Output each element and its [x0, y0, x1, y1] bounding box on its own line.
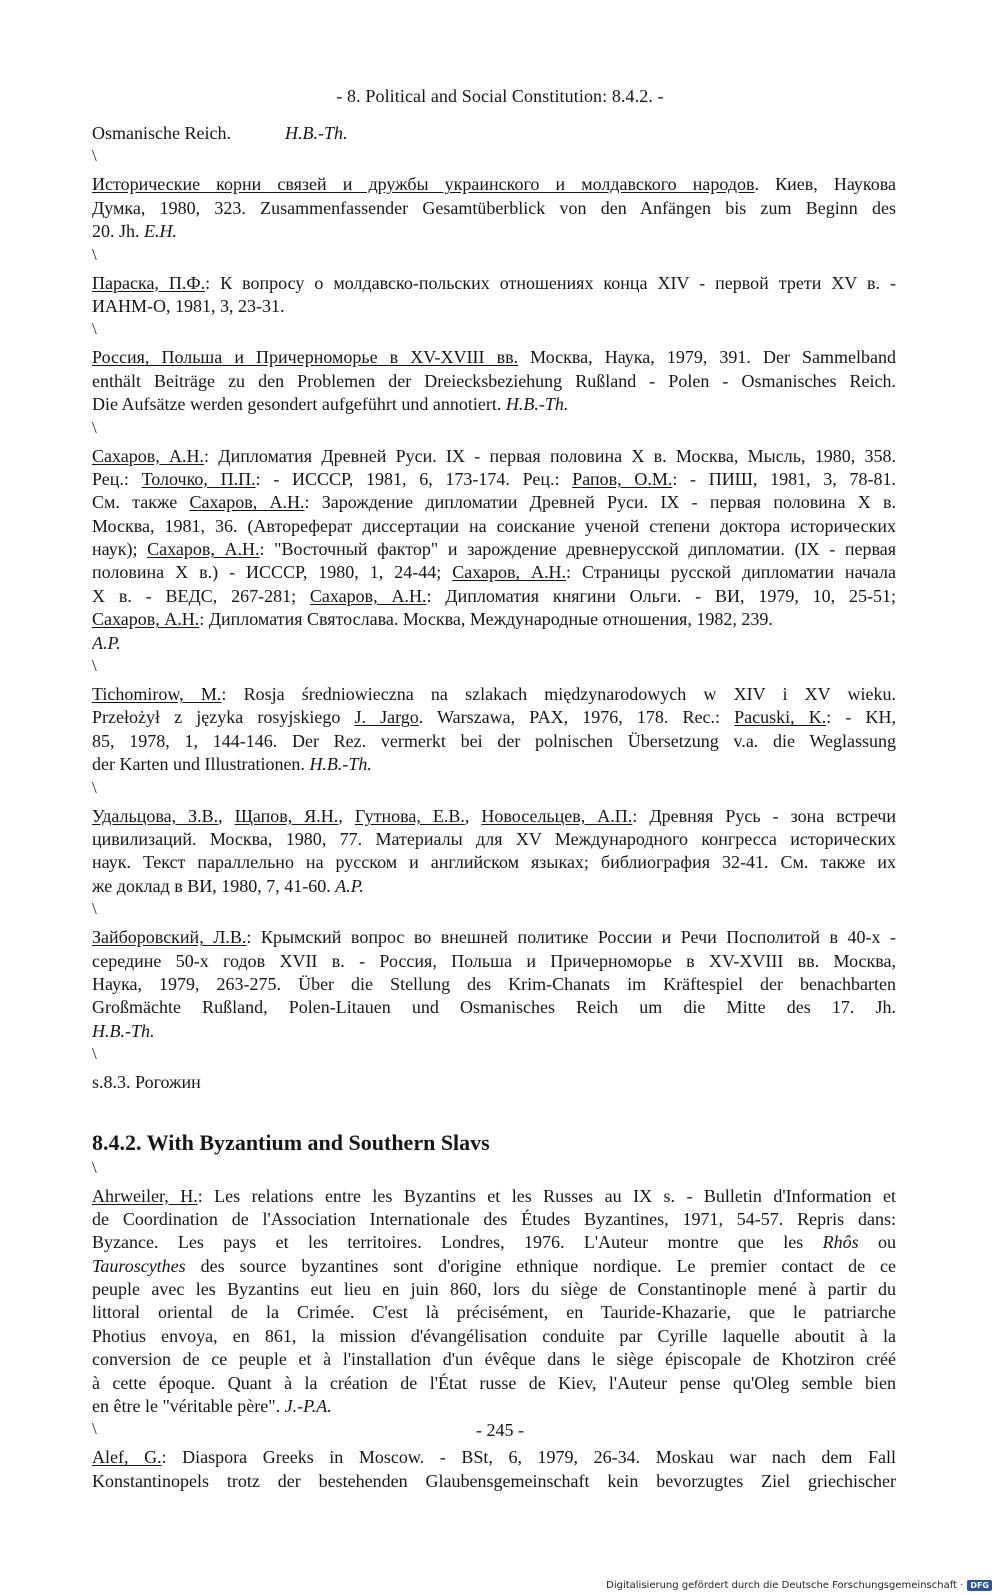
- entry-text: ,: [218, 805, 235, 826]
- credit-text: Digitalisierung gefördert durch die Deutsche Forschungsgemeinschaft ·: [606, 1580, 964, 1591]
- entry-separator: \: [92, 244, 97, 264]
- entry-text: 20. Jh.: [92, 221, 145, 242]
- entry-line: [92, 370, 896, 393]
- entry-text: : Diaspora Greeks in Moscow. - BSt, 6, 1979, 26-34. Moskau war nach dem Fall: [161, 1447, 896, 1468]
- entry-line: [92, 1372, 896, 1395]
- entry-line: [92, 585, 896, 608]
- bibliography-entry: [92, 1185, 896, 1419]
- entry-line: [92, 730, 896, 753]
- author-name: Сахаров, А.Н.: [147, 539, 260, 560]
- entry-text: ,: [338, 805, 355, 826]
- author-name: Щапов, Я.Н.: [234, 805, 339, 826]
- entry-line: [92, 608, 896, 631]
- author-name: Сахаров, А.Н.: [309, 585, 427, 606]
- entry-text: : Крымский вопрос во внешней политике России и Речи Посполитой в 40-х -: [246, 927, 896, 948]
- entry-text: Großmächte Rußland, Polen-Litauen und Osmanisches Reich um die Mitte des 17. Jh.: [92, 997, 896, 1018]
- annotator-initials: E.H.: [144, 221, 178, 242]
- entry-text: X в. - ВЕДС, 267-281;: [92, 585, 310, 606]
- entry-line: [92, 173, 896, 196]
- entry-line: [92, 346, 896, 369]
- entry-text: Przełożył z języka rosyjskiego: [92, 707, 355, 728]
- running-head: - 8. Political and Social Constitution: 8.4.2. -: [336, 86, 664, 106]
- entry-line: [92, 996, 896, 1019]
- entry-text: цивилизаций. Москва, 1980, 77. Материалы для XV Международного конгресса исторических: [92, 828, 896, 849]
- bibliography-entry: [92, 272, 896, 319]
- entry-line: [92, 1395, 896, 1418]
- entry-line: [92, 753, 896, 776]
- entry-line: [92, 1020, 896, 1043]
- section-spacer: [92, 1095, 896, 1125]
- entry-text: Думка, 1980, 323. Zusammenfassender Gesamtüberblick von den Anfängen bis zum Beginn des: [92, 197, 896, 218]
- author-name: Рапов, О.М.: [572, 468, 673, 489]
- entry-text: 85, 1978, 1, 144-146. Der Rez. vermerkt bei der polnischen Übersetzung v.a. die Weglassung: [92, 730, 896, 751]
- entry-separator: \: [92, 899, 97, 919]
- entry-line: [92, 1208, 896, 1231]
- entry-line: [92, 926, 896, 949]
- bibliography-entry: [92, 1446, 896, 1493]
- entry-line: [92, 875, 896, 898]
- author-name: Новосельцев, А.П.: [481, 805, 633, 826]
- entry-separator: \: [92, 417, 97, 437]
- annotator-initials: Rhôs: [822, 1232, 859, 1253]
- section-heading: 8.4.2. With Byzantium and Southern Slavs: [92, 1129, 490, 1155]
- entry-line: [92, 973, 896, 996]
- entry-line: [92, 632, 896, 655]
- entry-line: [92, 1348, 896, 1371]
- entry-line: [92, 1231, 896, 1254]
- entry-text: Наука, 1979, 263-275. Über die Stellung des Krim-Chanats im Kräftespiel der benachbarten: [92, 973, 896, 994]
- entry-separator: \: [92, 146, 97, 166]
- bibliography-entry: [92, 1071, 896, 1094]
- annotator-initials: H.B.-Th.: [505, 394, 569, 415]
- entry-text: . Warszawa, PAX, 1976, 178. Rec.:: [418, 707, 735, 728]
- bibliography-entry: [92, 346, 896, 416]
- bibliography-entry: [92, 683, 896, 777]
- entry-line: [92, 393, 896, 416]
- entry-separator: \: [92, 777, 97, 797]
- entry-text: : Страницы русской дипломатии начала: [565, 562, 896, 583]
- entry-line: [92, 1071, 896, 1094]
- entry-text: littoral oriental de la Crimée. C'est là précisément, en Tauride-Khazarie, que le patriarche: [92, 1302, 896, 1323]
- entry-line: [92, 683, 896, 706]
- entry-text: s.8.3. Рогожин: [92, 1072, 201, 1093]
- entry-text: de Coordination de l'Association Internationale des Études Byzantines, 1971, 54-57. Repris dans:: [92, 1208, 896, 1229]
- author-name: Россия, Польша и Причерноморье в XV-XVIII вв.: [92, 347, 519, 368]
- author-name: J. Jargo: [354, 707, 419, 728]
- entry-text: Рец.:: [92, 468, 142, 489]
- entry-line: [92, 295, 896, 318]
- entry-text: : Дипломатия Древней Руси. IX - первая половина X в. Москва, Мысль, 1980, 358.: [204, 445, 896, 466]
- entry-text: peuple avec les Byzantins eut lieu en juin 860, lors du siège de Constantinople mené à partir du: [92, 1279, 896, 1300]
- entry-separator: \: [92, 1157, 97, 1177]
- entry-separator: \: [92, 1419, 97, 1439]
- entry-text: ou: [858, 1232, 896, 1253]
- author-name: Сахаров, А.Н.: [92, 445, 205, 466]
- entry-text: Photius envoya, en 861, la mission d'évangélisation conduite par Cyrille laquelle aboutit à la: [92, 1325, 896, 1346]
- entry-text: : Rosja średniowieczna na szlakach międzynarodowych w XIV i XV wieku.: [221, 684, 896, 705]
- entry-line: [92, 197, 896, 220]
- entry-line: [92, 805, 896, 828]
- digitization-credit: [606, 1580, 992, 1591]
- entry-text: : Зарождение дипломатии Древней Руси. IX - первая половина X в.: [304, 492, 896, 513]
- entry-line: [92, 538, 896, 561]
- entry-line: [92, 1325, 896, 1348]
- entry-text: : - KH,: [826, 707, 896, 728]
- author-name: Исторические корни связей и дружбы украинского и молдавского народов: [92, 174, 755, 195]
- entry-line: [92, 491, 896, 514]
- entry-line: [92, 1446, 896, 1469]
- author-name: Сахаров, А.Н.: [189, 492, 305, 513]
- author-name: Alef, G.: [92, 1447, 162, 1468]
- entry-text: [231, 123, 285, 143]
- annotator-initials: H.B.-Th.: [284, 123, 348, 143]
- entry-text: наук. Текст параллельно на русском и английском языках; библиография 32-41. См. также их: [92, 852, 896, 873]
- entry-text: Москва, 1981, 36. (Автореферат диссертации на соискание ученой степени доктора исторических: [92, 515, 896, 536]
- entry-text: Москва, Наука, 1979, 391. Der Sammelband: [518, 347, 896, 368]
- entry-text: des source byzantines sont d'origine ethnique nordique. Le premier contact de ce: [185, 1255, 896, 1276]
- entry-text: Osmanische Reich.: [92, 123, 231, 143]
- author-name: Сахаров, А.Н.: [452, 562, 566, 583]
- entry-line: [92, 1255, 896, 1278]
- entry-line: [92, 122, 896, 145]
- annotator-initials: A.P.: [335, 875, 364, 896]
- entry-line: [92, 851, 896, 874]
- entry-text: Konstantinopels trotz der bestehenden Glaubensgemeinschaft kein bevorzugtes Ziel griechischer: [92, 1470, 896, 1491]
- entry-text: à cette époque. Quant à la création de l'État russe de Kiev, l'Auteur pense qu'Oleg semble bien: [92, 1372, 896, 1393]
- entry-line: [92, 515, 896, 538]
- entry-line: [92, 1185, 896, 1208]
- entry-text: половина X в.) - ИССCР, 1980, 1, 24-44;: [92, 562, 453, 583]
- bibliography-entry: [92, 805, 896, 899]
- entry-text: Byzance. Les pays et les territoires. Londres, 1976. L'Auteur montre que les: [92, 1232, 823, 1253]
- entry-line: [92, 468, 896, 491]
- bibliography-entry: [92, 122, 896, 145]
- bibliography-entry: [92, 926, 896, 1043]
- entry-text: : Древняя Русь - зона встречи: [632, 805, 896, 826]
- author-name: Ahrweiler, H.: [92, 1185, 198, 1206]
- entry-line: [92, 828, 896, 851]
- annotator-initials: H.B.-Th.: [92, 1020, 155, 1041]
- entry-line: [92, 1278, 896, 1301]
- entry-text: Die Aufsätze werden gesondert aufgeführt und annotiert.: [92, 394, 506, 415]
- entry-line: [92, 561, 896, 584]
- entry-text: en être le "véritable père".: [92, 1396, 285, 1417]
- entry-line: [92, 220, 896, 243]
- annotator-initials: Tauroscythes: [92, 1255, 186, 1276]
- author-name: Толочко, П.П.: [141, 468, 256, 489]
- entry-separator: \: [92, 656, 97, 676]
- author-name: Pacuski, K.: [734, 707, 827, 728]
- entry-text: : - ИССCР, 1981, 6, 173-174. Рец.:: [255, 468, 573, 489]
- annotator-initials: A.P.: [92, 632, 121, 653]
- entry-text: . Киев, Наукова: [754, 174, 896, 195]
- entry-text: См. также: [92, 492, 190, 513]
- entry-text: же доклад в ВИ, 1980, 7, 41-60.: [92, 875, 336, 896]
- entry-line: [92, 1301, 896, 1324]
- entry-text: conversion de ce peuple et à l'installation d'un évêque dans le siège épiscopale de Khotziron créé: [92, 1349, 896, 1370]
- page-number: - 245 -: [476, 1420, 524, 1440]
- author-name: Параска, П.Ф.: [92, 272, 206, 293]
- entry-text: der Karten und Illustrationen.: [92, 754, 310, 775]
- entry-text: enthält Beiträge zu den Problemen der Dreiecksbeziehung Rußland - Polen - Osmanisches Reich.: [92, 370, 896, 391]
- page-body: [92, 122, 896, 1493]
- author-name: Зайборовский, Л.В.: [92, 927, 247, 948]
- entry-text: ,: [464, 805, 482, 826]
- entry-text: : Дипломатия княгини Ольги. - ВИ, 1979, 10, 25-51;: [426, 585, 896, 606]
- entry-text: середине 50-х годов XVII в. - Россия, Польша и Причерноморье в XV-XVIII вв. Москва,: [92, 950, 896, 971]
- entry-line: [92, 950, 896, 973]
- entry-text: : Дипломатия Святослава. Москва, Международные отношения, 1982, 239.: [199, 609, 773, 630]
- entry-line: [92, 706, 896, 729]
- entry-separator: \: [92, 319, 97, 339]
- author-name: Удальцова, З.В.: [92, 805, 219, 826]
- entry-line: [92, 445, 896, 468]
- bibliography-entry: [92, 173, 896, 243]
- annotator-initials: H.B.-Th.: [309, 754, 372, 775]
- entry-separator: \: [92, 1044, 97, 1064]
- bibliography-entry: [92, 445, 896, 656]
- entry-text: наук);: [92, 539, 148, 560]
- entry-line: [92, 1470, 896, 1493]
- entry-line: [92, 272, 896, 295]
- entry-text: : "Восточный фактор" и зарождение древнерусской дипломатии. (IX - первая: [259, 539, 896, 560]
- entry-text: ИАНМ-О, 1981, 3, 23-31.: [92, 295, 285, 316]
- author-name: Tichomirow, M.: [92, 684, 222, 705]
- author-name: Гутнова, Е.В.: [354, 805, 465, 826]
- entry-text: : К вопросу о молдавско-польских отношениях конца XIV - первой трети XV в. -: [205, 272, 896, 293]
- annotator-initials: J.-P.A.: [284, 1396, 332, 1417]
- author-name: Сахаров, А.Н.: [92, 609, 200, 630]
- entry-text: : - ПИШ, 1981, 3, 78-81.: [672, 468, 896, 489]
- entry-text: : Les relations entre les Byzantins et les Russes au IX s. - Bulletin d'Information et: [197, 1185, 896, 1206]
- dfg-logo: DFG: [967, 1580, 992, 1591]
